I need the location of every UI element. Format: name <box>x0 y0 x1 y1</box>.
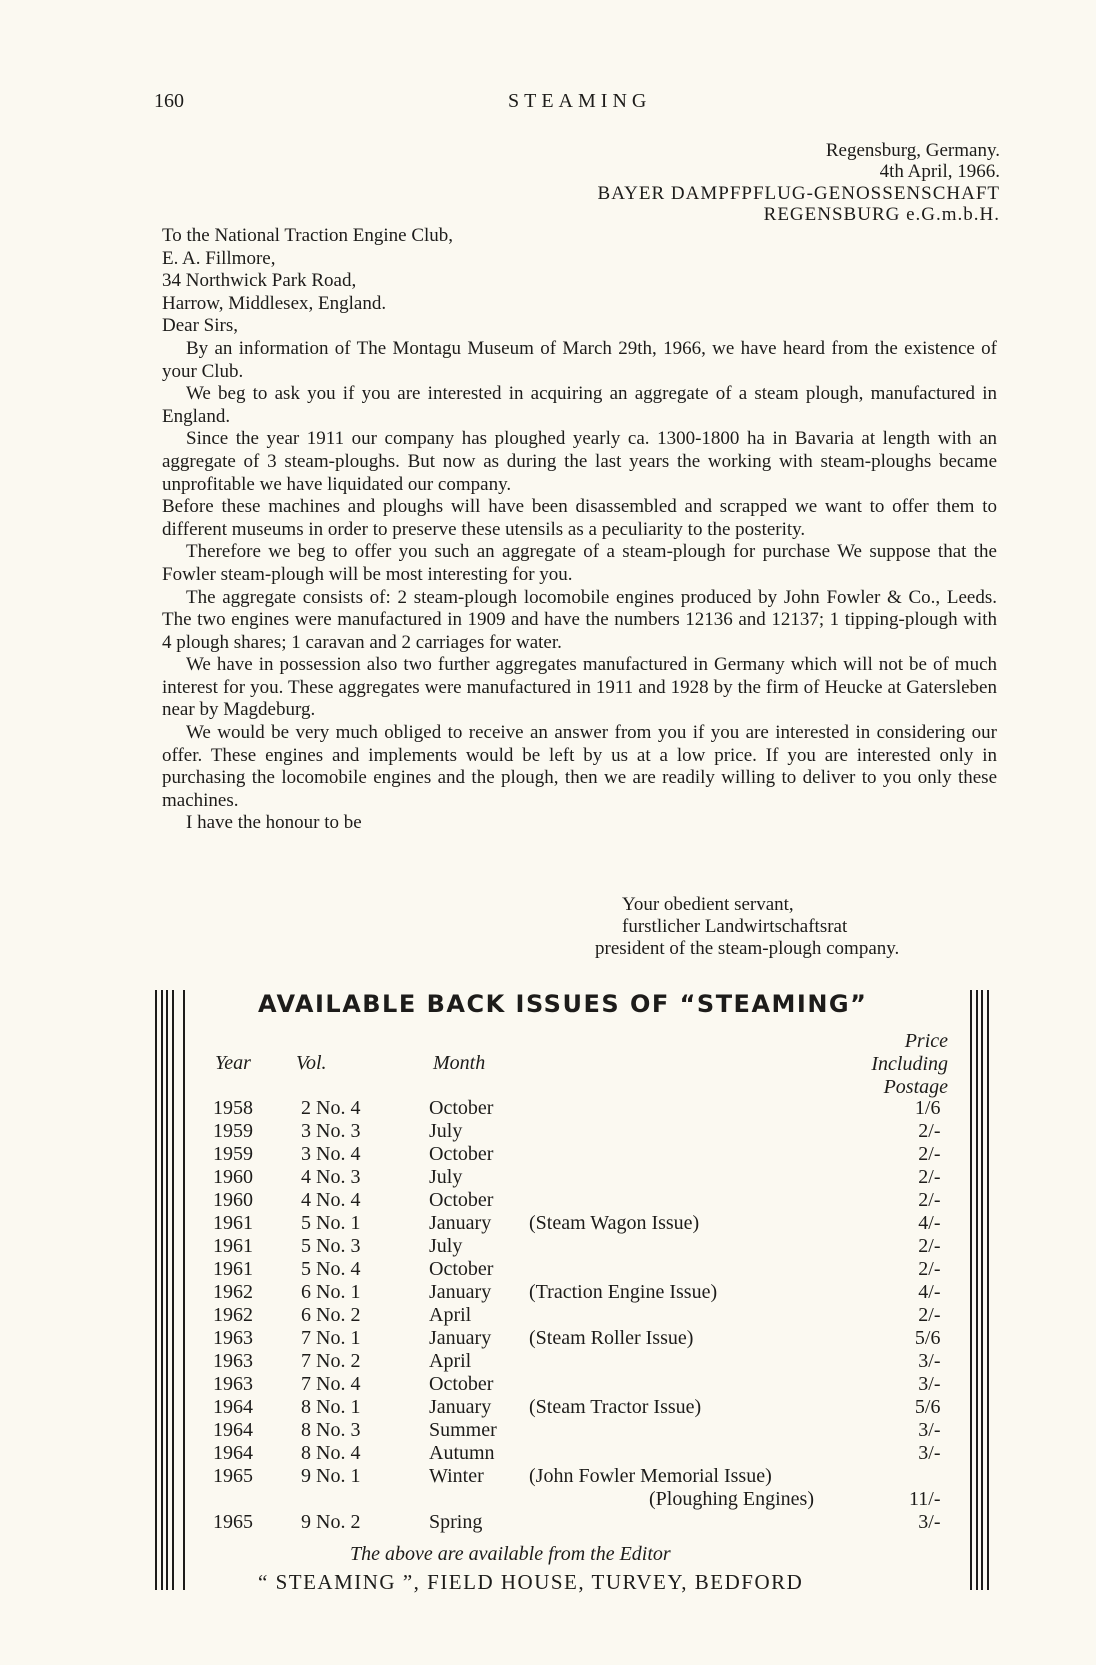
issue-volume <box>301 1488 429 1511</box>
availability-note: The above are available from the Editor <box>350 1543 671 1565</box>
issue-year: 1963 <box>213 1373 253 1395</box>
letter-paragraph: We beg to ask you if you are interested in acquiring an aggregate of a steam plough, manufactured in England. <box>162 383 997 427</box>
table-row <box>213 1258 940 1281</box>
issue-price: 11/- <box>909 1488 941 1510</box>
issue-price: 3/- <box>918 1511 941 1533</box>
table-row <box>213 1442 940 1465</box>
issue-price: 2/- <box>918 1258 941 1280</box>
box-border-rule <box>970 990 972 1590</box>
price-header-line: Postage <box>883 1076 948 1098</box>
issue-volume: 9 No. 2 <box>301 1511 361 1533</box>
issue-description: (Steam Tractor Issue) <box>529 1396 702 1418</box>
issue-year: 1964 <box>213 1396 253 1418</box>
issue-month-cell <box>429 1419 909 1442</box>
letter-paragraph: Since the year 1911 our company has ploughed yearly ca. 1300-1800 ha in Bavaria at length with an aggregate of 3 steam-ploughs. But now as during the last years the working with steam-ploughs became unprofitable we have liquidated our company. <box>162 428 997 495</box>
issue-year: 1965 <box>213 1465 253 1487</box>
running-title: STEAMING <box>508 90 652 112</box>
issue-volume: 5 No. 1 <box>301 1212 361 1234</box>
issue-volume: 8 No. 3 <box>301 1419 361 1441</box>
issue-month: January <box>429 1396 492 1418</box>
letter-paragraph: By an information of The Montagu Museum of March 29th, 1966, we have heard from the existence of your Club. <box>162 337 997 382</box>
recipient-line: E. A. Fillmore, <box>162 247 276 269</box>
issue-description: (Steam Wagon Issue) <box>529 1212 700 1234</box>
issue-price: 4/- <box>918 1212 941 1234</box>
issue-volume: 8 No. 1 <box>301 1396 361 1418</box>
issue-month: October <box>429 1143 494 1165</box>
issue-month: January <box>429 1281 492 1303</box>
table-row <box>213 1212 940 1235</box>
issue-volume: 9 No. 1 <box>301 1465 361 1487</box>
price-header-line: Including <box>871 1053 948 1075</box>
issue-price: 3/- <box>918 1350 941 1372</box>
issue-volume: 4 No. 3 <box>301 1166 361 1188</box>
issue-month: Summer <box>429 1419 497 1441</box>
issue-month-cell <box>429 1488 909 1511</box>
issue-year: 1965 <box>213 1511 253 1533</box>
issue-month: July <box>429 1166 463 1188</box>
box-border-rule <box>155 990 157 1590</box>
issue-price: 3/- <box>918 1419 941 1441</box>
table-row <box>213 1166 940 1189</box>
issue-volume: 5 No. 3 <box>301 1235 361 1257</box>
issue-description: (Traction Engine Issue) <box>529 1281 718 1303</box>
editor-address: “ STEAMING ”, FIELD HOUSE, TURVEY, BEDFORD <box>258 1570 804 1594</box>
issue-price: 3/- <box>918 1442 941 1464</box>
issue-month-cell <box>429 1235 909 1258</box>
closing-line: I have the honour to be <box>186 812 362 834</box>
table-row <box>213 1511 940 1534</box>
table-row <box>213 1350 940 1373</box>
box-border-rule <box>166 990 168 1590</box>
issue-price: 4/- <box>918 1281 941 1303</box>
issue-year: 1963 <box>213 1327 253 1349</box>
table-row <box>213 1097 940 1120</box>
letter-body <box>162 225 997 835</box>
table-row <box>213 1304 940 1327</box>
issue-month-cell <box>429 1120 909 1143</box>
letter-paragraph: We would be very much obliged to receive an answer from you if you are interested in considering our offer. These engines and implements would be left by us at a low price. If you are interested only in purchasing the locomobile engines and the plough, then we are readily willing to deliver to you only these machines. <box>162 722 997 811</box>
table-row <box>213 1281 940 1304</box>
box-border-rule <box>161 990 163 1590</box>
issue-volume: 2 No. 4 <box>301 1097 361 1119</box>
issue-month: October <box>429 1373 494 1395</box>
table-row <box>213 1327 940 1350</box>
issue-month: October <box>429 1097 494 1119</box>
issue-volume: 7 No. 4 <box>301 1373 361 1395</box>
issue-description: (Ploughing Engines) <box>649 1488 814 1510</box>
issue-month: October <box>429 1189 494 1211</box>
issue-month-cell <box>429 1511 909 1534</box>
letter-paragraph: Before these machines and ploughs will have been disassembled and scrapped we want to offer them to different museums in order to preserve these utensils as a peculiarity to the posterity. <box>162 496 997 540</box>
issue-month: January <box>429 1212 492 1234</box>
issue-month-cell <box>429 1189 909 1212</box>
box-border-rule <box>987 990 989 1590</box>
issue-price: 2/- <box>918 1120 941 1142</box>
box-border-rule <box>172 990 174 1590</box>
issue-price: 5/6 <box>914 1327 941 1349</box>
issue-month: Spring <box>429 1511 483 1533</box>
issue-month: Autumn <box>429 1442 495 1464</box>
issue-month: October <box>429 1258 494 1280</box>
issue-price: 2/- <box>918 1166 941 1188</box>
issue-year: 1961 <box>213 1235 253 1257</box>
issue-year: 1959 <box>213 1120 253 1142</box>
sender-city: Regensburg, Germany. <box>825 140 1000 161</box>
issue-month: Winter <box>429 1465 484 1487</box>
issue-month-cell <box>429 1373 909 1396</box>
signature-line: Your obedient servant, <box>622 894 794 915</box>
issue-volume: 5 No. 4 <box>301 1258 361 1280</box>
salutation: Dear Sirs, <box>162 315 238 337</box>
issue-month-cell <box>429 1442 909 1465</box>
issue-year: 1962 <box>213 1304 253 1326</box>
issue-year: 1961 <box>213 1258 253 1280</box>
issue-year: 1963 <box>213 1350 253 1372</box>
issue-month-cell <box>429 1465 909 1488</box>
table-row <box>213 1419 940 1442</box>
table-row <box>213 1396 940 1419</box>
issue-year: 1960 <box>213 1189 253 1211</box>
issue-year: 1959 <box>213 1143 253 1165</box>
issue-year: 1961 <box>213 1212 253 1234</box>
price-header-line: Price <box>904 1030 948 1052</box>
issue-year: 1962 <box>213 1281 253 1303</box>
issue-price: 5/6 <box>914 1396 941 1418</box>
letter-paragraph: We have in possession also two further aggregates manufactured in Germany which will not be of much interest for you. These aggregates were manufactured in 1911 and 1928 by the firm of Heucke at Gatersleben near by Magdeburg. <box>162 654 997 721</box>
issue-volume: 3 No. 4 <box>301 1143 361 1165</box>
issue-month-cell <box>429 1166 909 1189</box>
sender-company: BAYER DAMPFPFLUG-GENOSSENSCHAFT <box>597 183 1000 204</box>
issue-volume: 6 No. 2 <box>301 1304 361 1326</box>
issue-month: April <box>429 1350 472 1372</box>
signature-line: president of the steam-plough company. <box>595 938 900 959</box>
issue-volume: 7 No. 2 <box>301 1350 361 1372</box>
issue-month-cell <box>429 1350 909 1373</box>
issue-month-cell <box>429 1304 909 1327</box>
table-row <box>213 1235 940 1258</box>
letter-date: 4th April, 1966. <box>879 161 1000 182</box>
recipient-line: Harrow, Middlesex, England. <box>162 292 387 314</box>
issue-month: July <box>429 1235 463 1257</box>
column-header-vol: Vol. <box>296 1052 327 1074</box>
table-row <box>213 1120 940 1143</box>
issue-year: 1958 <box>213 1097 253 1119</box>
box-border-rule <box>981 990 983 1590</box>
issue-month: July <box>429 1120 463 1142</box>
issue-volume: 7 No. 1 <box>301 1327 361 1349</box>
issue-volume: 3 No. 3 <box>301 1120 361 1142</box>
table-row <box>213 1373 940 1396</box>
issue-description: (Steam Roller Issue) <box>529 1327 694 1349</box>
table-row <box>213 1189 940 1212</box>
sender-registration: REGENSBURG e.G.m.b.H. <box>763 204 1000 225</box>
column-header-month: Month <box>433 1052 486 1074</box>
box-border-rule <box>976 990 978 1590</box>
issue-month-cell <box>429 1281 909 1304</box>
issue-month-cell <box>429 1327 909 1350</box>
column-header-price <box>830 1030 948 1099</box>
issue-year: 1964 <box>213 1442 253 1464</box>
issue-month: April <box>429 1304 472 1326</box>
issue-month-cell <box>429 1097 909 1120</box>
issue-price: 2/- <box>918 1189 941 1211</box>
issue-month-cell <box>429 1212 909 1235</box>
issue-month-cell <box>429 1396 909 1419</box>
issue-year <box>213 1488 301 1511</box>
issue-price: 2/- <box>918 1235 941 1257</box>
column-header-year: Year <box>215 1052 251 1074</box>
issue-price <box>909 1465 940 1488</box>
recipient-line: To the National Traction Engine Club, <box>162 225 454 246</box>
recipient-line: 34 Northwick Park Road, <box>162 270 357 292</box>
issue-volume: 4 No. 4 <box>301 1189 361 1211</box>
issue-month-cell <box>429 1258 909 1281</box>
issue-month: January <box>429 1327 492 1349</box>
table-row <box>213 1143 940 1166</box>
issue-volume: 8 No. 4 <box>301 1442 361 1464</box>
issue-description: (John Fowler Memorial Issue) <box>529 1465 772 1487</box>
back-issues-title: AVAILABLE BACK ISSUES OF “STEAMING” <box>258 990 868 1018</box>
issue-year: 1960 <box>213 1166 253 1188</box>
issue-price: 3/- <box>918 1373 941 1395</box>
issue-year: 1964 <box>213 1419 253 1441</box>
issue-volume: 6 No. 1 <box>301 1281 361 1303</box>
box-border-rule <box>183 990 185 1590</box>
page-number: 160 <box>154 90 184 112</box>
letter-paragraph: The aggregate consists of: 2 steam-plough locomobile engines produced by John Fowler & Co., Leeds. The two engines were manufactured in 1909 and have the numbers 12136 and 12137; 1 tipping-plough with 4 plough shares; 1 caravan and 2 carriages for water. <box>162 586 997 653</box>
issue-price: 2/- <box>918 1143 941 1165</box>
issue-price: 2/- <box>918 1304 941 1326</box>
table-row <box>213 1465 940 1488</box>
table-row <box>213 1488 940 1511</box>
letter-paragraph: Therefore we beg to offer you such an aggregate of a steam-plough for purchase We suppose that the Fowler steam-plough will be most interesting for you. <box>162 541 997 585</box>
issue-month-cell <box>429 1143 909 1166</box>
back-issues-table <box>213 1097 940 1534</box>
signature-line: furstlicher Landwirtschaftsrat <box>622 916 848 937</box>
issue-price: 1/6 <box>914 1097 941 1119</box>
